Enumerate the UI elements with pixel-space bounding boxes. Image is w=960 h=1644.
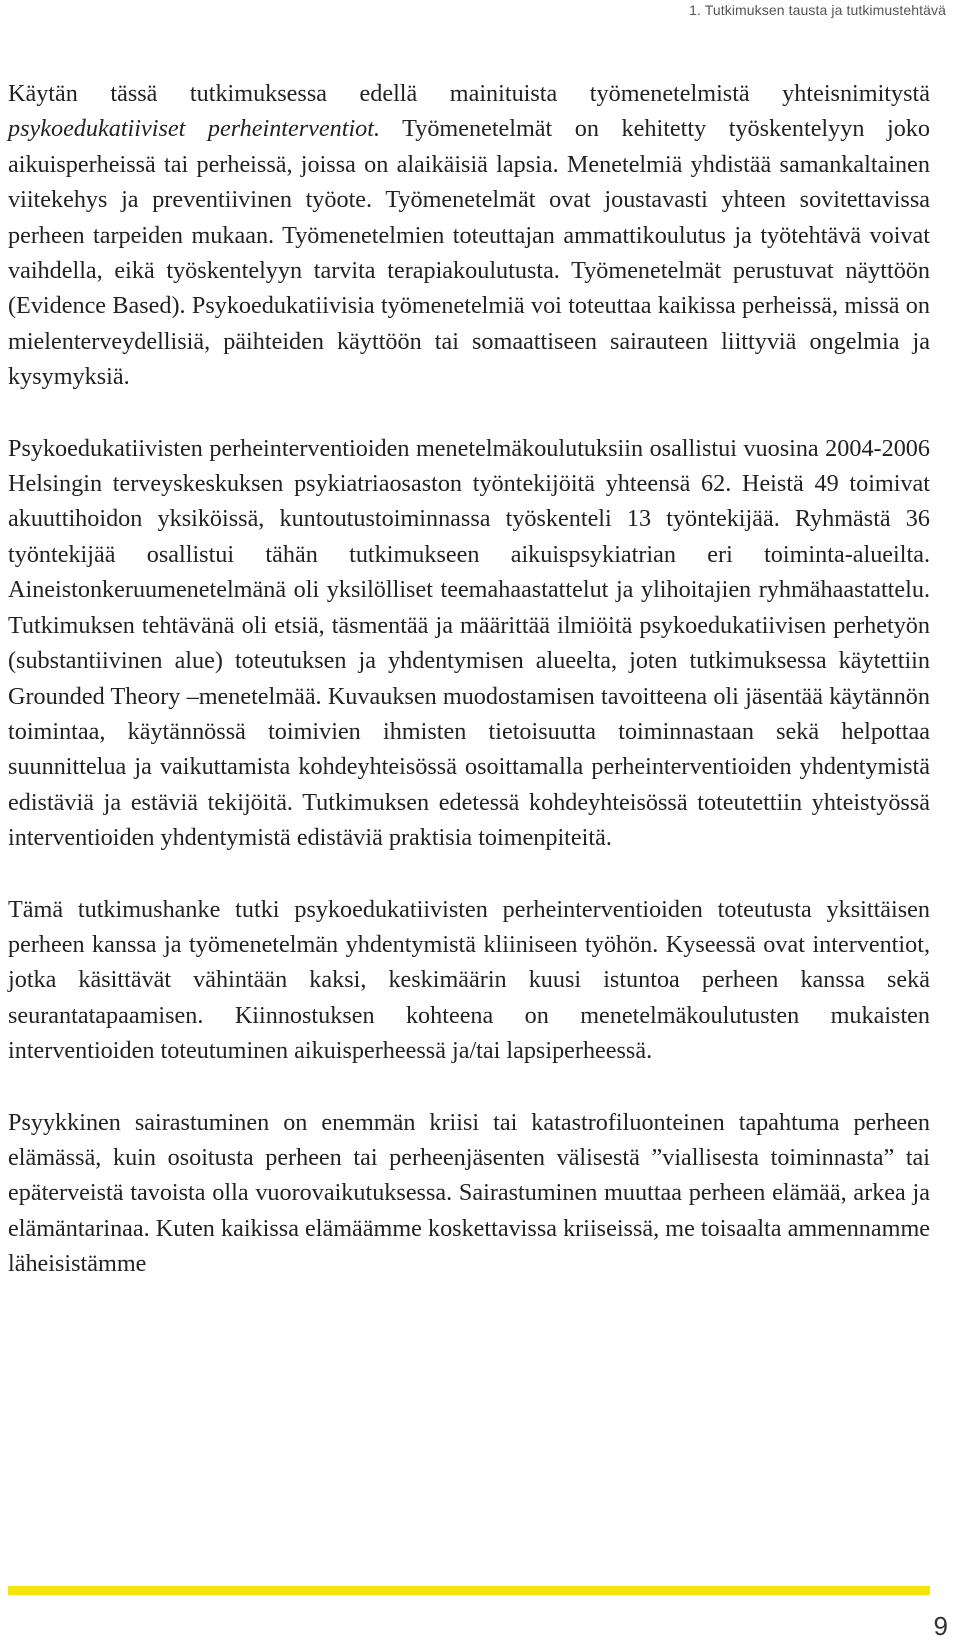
running-header: 1. Tutkimuksen tausta ja tutkimustehtävä — [689, 2, 946, 18]
paragraph-1 — [8, 76, 930, 395]
footer-yellow-rule — [8, 1586, 930, 1595]
page-number: 9 — [933, 1611, 948, 1641]
paragraph-1-rest: Työmenetelmät on kehitetty työskentelyyn joko aikuisperheissä tai perheissä, joissa on alaikäisiä lapsia. Menetelmiä yhdistää samankaltainen viitekehys ja preventiivinen työote. Työmenetelmät ovat joustavasti yhteen sovitettavissa perheen tarpeiden mukaan. Työmenetelmien toteuttajan ammattikoulutus ja työtehtävä voivat vaihdella, eikä työskentelyyn tarvita terapiakoulutusta. Työmenetelmät perustuvat näyttöön (Evidence Based). Psykoedukatiivisia työmenetelmiä voi toteuttaa kaikissa perheissä, missä on mielenterveydellisiä, päihteiden käyttöön tai somaattiseen sairauteen liittyviä ongelmia ja kysymyksiä. — [8, 115, 930, 391]
paragraph-1-italic-term: psykoedukatiiviset perheinterventiot. — [8, 115, 381, 143]
paragraph-2: Psykoedukatiivisten perheinterventioiden menetelmäkoulutuksiin osallistui vuosina 2004-2006 Helsingin terveyskeskuksen psykiatriaosaston työntekijöitä yhteensä 62. Heistä 49 toimivat akuuttihoidon yksiköissä, kuntoutustoiminnassa työskenteli 13 työntekijää. Ryhmästä 36 työntekijää osallistui tähän tutkimukseen aikuispsykiatrian eri toiminta-alueilta. Aineistonkeruumenetelmänä oli yksilölliset teemahaastattelut ja ylihoitajien ryhmähaastattelu. Tutkimuksen tehtävänä oli etsiä, täsmentää ja määrittää ilmiöitä psykoedukatiivisen perhetyön (substantiivinen alue) toteutuksen ja yhdentymisen alueelta, joten tutkimuksessa käytettiin Grounded Theory –menetelmää. Kuvauksen muodostamisen tavoitteena oli jäsentää käytännön toimintaa, käytännössä toimivien ihmisten tietoisuutta toiminnastaan sekä helpottaa suunnittelua ja vaikuttamista kohdeyhteisössä osoittamalla perheinterventioiden yhdentymistä edistäviä ja estäviä tekijöitä. Tutkimuksen edetessä kohdeyhteisössä toteutettiin yhteistyössä interventioiden yhdentymistä edistäviä praktisia toimenpiteitä. — [8, 434, 930, 852]
body-text — [8, 76, 930, 1282]
paragraph-4: Psyykkinen sairastuminen on enemmän kriisi tai katastrofiluonteinen tapahtuma perheen elämässä, kuin osoitusta perheen tai perheenjäsenten välisestä ”viallisesta toiminnasta” tai epäterveistä tavoista olla vuorovaikutuksessa. Sairastuminen muuttaa perheen elämää, arkea ja elämäntarinaa. Kuten kaikissa elämäämme koskettavissa kriiseissä, me toisaalta ammennamme läheisistämme — [8, 1108, 930, 1278]
paragraph-1-lead: Käytän tässä tutkimuksessa edellä mainituista työmenetelmistä yhteisnimitystä — [8, 80, 930, 107]
paragraph-3: Tämä tutkimushanke tutki psykoedukatiivisten perheinterventioiden toteutusta yksittäisen perheen kanssa ja työmenetelmän yhdentymistä kliiniseen työhön. Kyseessä ovat interventiot, jotka käsittävät vähintään kaksi, keskimäärin kuusi istuntoa perheen kanssa sekä seurantatapaamisen. Kiinnostuksen kohteena on menetelmäkoulutusten mukaisten interventioiden toteutuminen aikuisperheessä ja/tai lapsiperheessä. — [8, 895, 930, 1065]
